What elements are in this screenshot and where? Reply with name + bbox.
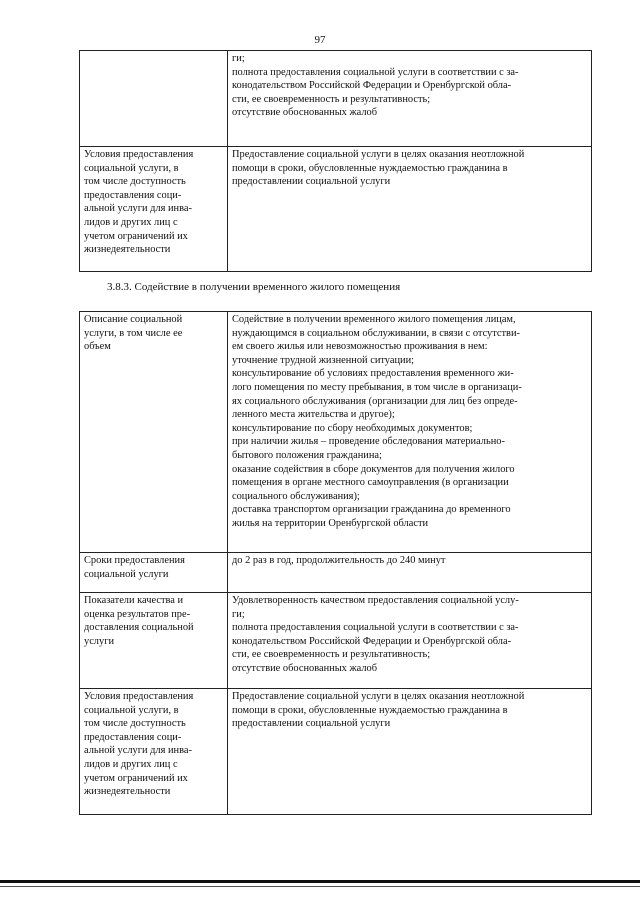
cell-text-line: конодательством Российской Федерации и Оренбургской обла- (232, 80, 512, 92)
footer-rule-thin (0, 886, 640, 887)
cell-text-line: помощи в сроки, обусловленные нуждаемостью гражданина в (232, 162, 508, 174)
row-value-cell (228, 312, 592, 553)
cell-text-line: жизнедеятельности (84, 244, 171, 256)
cell-text-line: ги; (232, 608, 245, 620)
cell-text-line: жизнедеятельности (84, 786, 171, 798)
cell-text-line: сти, ее своевременность и результативность; (232, 649, 431, 661)
table-row (80, 147, 592, 272)
cell-text-line: социальной услуги, в (84, 162, 179, 174)
cell-text-line: объем (84, 341, 111, 353)
cell-text-line: том числе доступность (84, 176, 186, 188)
cell-text-line: ленного места жительства и другое); (232, 409, 395, 421)
cell-text-line: полнота предоставления социальной услуги в соответствии с за- (232, 622, 519, 634)
cell-text-line: учетом ограничений их (84, 230, 188, 242)
section-heading: 3.8.3. Содействие в получении временного жилого помещения (107, 281, 401, 293)
cell-text-line: альной услуги для инва- (84, 745, 192, 757)
table-row (80, 593, 592, 689)
row-label-cell (80, 689, 228, 815)
cell-text-line: Описание социальной (84, 314, 183, 325)
row-value-cell (228, 553, 592, 593)
row-label-cell (80, 593, 228, 689)
cell-text-line: социального обслуживания); (232, 490, 360, 502)
cell-text-line: ги; (232, 53, 245, 64)
cell-text-line: Условия предоставления (84, 149, 194, 160)
cell-text-line: альной услуги для инва- (84, 203, 192, 215)
cell-text-line: конодательством Российской Федерации и Оренбургской обла- (232, 635, 512, 647)
row-label-cell (80, 147, 228, 272)
cell-text-line: консультирование об условиях предоставления временного жи- (232, 368, 514, 380)
cell-text-line: лидов и других лиц с (84, 216, 178, 228)
cell-text-line: услуги, в том числе ее (84, 327, 183, 339)
row-label-cell (80, 51, 228, 147)
cell-text-line: предоставления соци- (84, 189, 182, 201)
cell-text-line: услуги (84, 635, 115, 647)
cell-text-line: Удовлетворенность качеством предоставления социальной услу- (232, 595, 519, 606)
cell-text-line: Условия предоставления (84, 691, 194, 702)
cell-text-line: Содействие в получении временного жилого помещения лицам, (232, 314, 516, 325)
cell-text-line: бытового положения гражданина; (232, 449, 382, 461)
cell-text-line: лого помещения по месту пребывания, в том числе в организаци- (232, 381, 522, 393)
cell-text-line: ем своего жилья или невозможностью проживания в нем: (232, 341, 488, 353)
table-row (80, 553, 592, 593)
page-number: 97 (314, 34, 326, 46)
table-row (80, 689, 592, 815)
row-value-cell (228, 593, 592, 689)
cell-text-line: помещения в органе местного самоуправления (в организации (232, 477, 509, 489)
table-row (80, 51, 592, 147)
cell-text-line: помощи в сроки, обусловленные нуждаемостью гражданина в (232, 704, 508, 716)
cell-text-line: предоставления соци- (84, 731, 182, 743)
footer-rule (0, 880, 640, 883)
cell-text-line: при наличии жилья – проведение обследования материально- (232, 436, 505, 448)
cell-text-line: Предоставление социальной услуги в целях оказания неотложной (232, 691, 525, 702)
service-description-table (79, 311, 592, 815)
cell-text-line: жилья на территории Оренбургской области (232, 517, 429, 529)
cell-text-line: консультирование по сбору необходимых документов; (232, 422, 473, 434)
cell-text-line: социальной услуги (84, 568, 169, 580)
cell-text-line: предоставлении социальной услуги (232, 176, 391, 188)
row-value-cell (228, 147, 592, 272)
cell-text-line: лидов и других лиц с (84, 758, 178, 770)
cell-text-line: ях социального обслуживания (организации для лиц без опреде- (232, 395, 518, 407)
table-row (80, 312, 592, 553)
cell-text-line: отсутствие обоснованных жалоб (232, 107, 378, 119)
cell-text-line: полнота предоставления социальной услуги в соответствии с за- (232, 66, 519, 78)
cell-text-line: предоставлении социальной услуги (232, 718, 391, 730)
cell-text-line: уточнение трудной жизненной ситуации; (232, 354, 415, 366)
row-label-cell (80, 312, 228, 553)
cell-text-line: доставка транспортом организации гражданина до временного (232, 504, 511, 516)
cell-text-line: том числе доступность (84, 718, 186, 730)
row-value-cell (228, 689, 592, 815)
cell-text-line: Показатели качества и (84, 595, 184, 606)
cell-text-line: нуждающимся в социальном обслуживании, в связи с отсутстви- (232, 327, 520, 339)
cell-text-line: доставления социальной (84, 622, 194, 634)
cell-text-line: оценка результатов пре- (84, 608, 191, 620)
cell-text-line: Сроки предоставления (84, 555, 185, 566)
continued-service-table (79, 50, 592, 272)
row-value-cell (228, 51, 592, 147)
cell-text-line: Предоставление социальной услуги в целях оказания неотложной (232, 149, 525, 160)
cell-text-line: отсутствие обоснованных жалоб (232, 662, 378, 674)
row-label-cell (80, 553, 228, 593)
cell-text-line: до 2 раз в год, продолжительность до 240 минут (232, 555, 446, 566)
cell-text-line: оказание содействия в сборе документов для получения жилого (232, 463, 515, 475)
cell-text-line: учетом ограничений их (84, 772, 188, 784)
cell-text-line: социальной услуги, в (84, 704, 179, 716)
cell-text-line: сти, ее своевременность и результативность; (232, 93, 431, 105)
